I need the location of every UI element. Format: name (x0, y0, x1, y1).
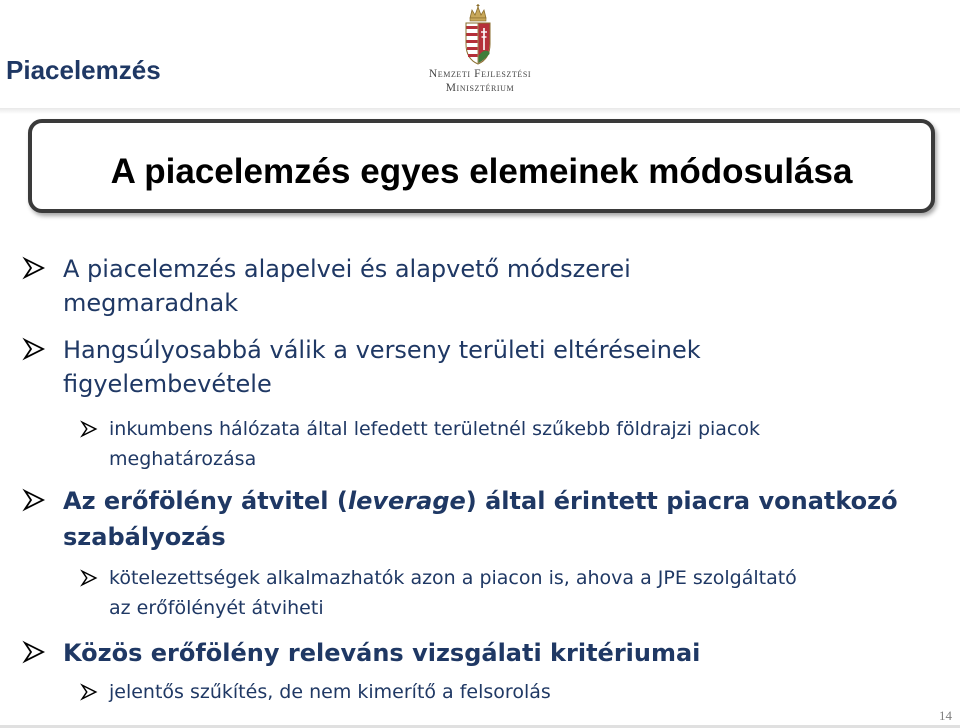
arrow-bullet-icon (80, 420, 98, 438)
bullet-text-line (63, 485, 898, 517)
arrow-bullet-icon (80, 683, 98, 701)
bullet-text-line: meghatározása (109, 448, 257, 470)
logo-text-line2: Minisztérium (445, 82, 515, 94)
arrow-bullet-icon (22, 640, 46, 664)
bullet-text-segment: Az erőfölény átvitel ( (63, 487, 348, 515)
bullet-text-line: A piacelemzés alapelvei és alapvető módszerei (63, 255, 631, 283)
bullet-text-line: inkumbens hálózata által lefedett területnél szűkebb földrajzi piacok (109, 418, 761, 440)
arrow-bullet-icon (22, 488, 46, 512)
arrow-bullet-icon (80, 569, 98, 587)
page-number: 14 (939, 708, 952, 723)
arrow-bullet-icon (22, 337, 46, 361)
bullet-text-segment: ) által érintett piacra vonatkozó (465, 487, 898, 515)
bullet-text-line: megmaradnak (63, 289, 239, 317)
bullet-text-line: az erőfölényét átviheti (109, 597, 324, 619)
logo-text-line1: Nemzeti Fejlesztési (428, 68, 532, 80)
bullet-text-line: jelentős szűkítés, de nem kimerítő a felsorolás (109, 681, 551, 703)
bullet-text-line: szabályozás (63, 523, 226, 551)
bullet-text-line: figyelembevétele (63, 370, 272, 398)
slide-title: A piacelemzés egyes elemeinek módosulása (110, 152, 853, 191)
bullet-text-italic: leverage (347, 487, 466, 515)
bullet-text-line: Közös erőfölény releváns vizsgálati kritériumai (63, 639, 701, 667)
bullet-text-line: kötelezettségek alkalmazhatók azon a piacon is, ahova a JPE szolgáltató (109, 567, 797, 589)
arrow-bullet-icon (22, 256, 46, 280)
section-title: Piacelemzés (6, 55, 161, 85)
bullet-text-line: Hangsúlyosabbá válik a verseny területi eltéréseinek (63, 336, 701, 364)
